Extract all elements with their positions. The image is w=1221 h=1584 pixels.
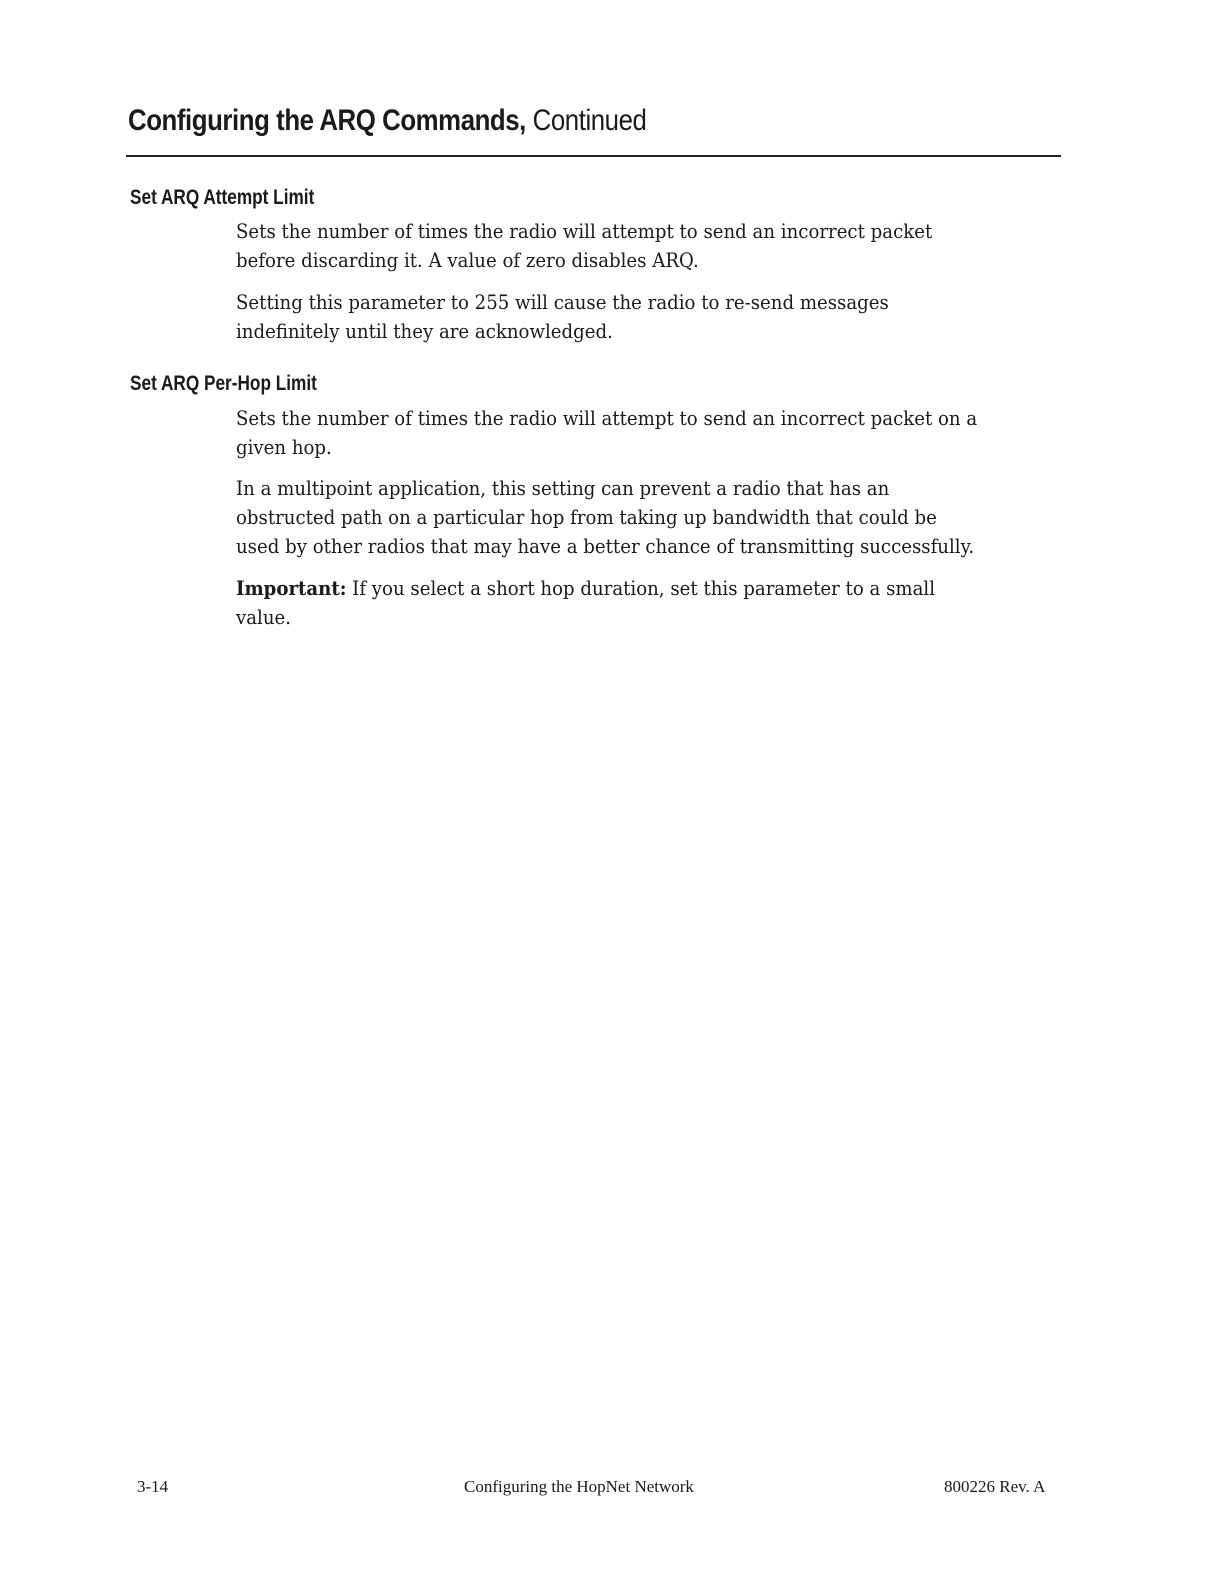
footer-chapter-title: Configuring the HopNet Network [464,1477,694,1496]
title-divider [126,155,1061,157]
important-text: If you select a short hop duration, set this parameter to a small value. [236,577,936,629]
paragraph: In a multipoint application, this setting can prevent a radio that has an obstructed path on a particular hop from taking up bandwidth that could be used by other radios that may have a better chance of transmitting successfully. [236,477,975,558]
page-title-continued: Continued [532,104,647,137]
paragraph: Sets the number of times the radio will attempt to send an incorrect packet before discarding it. A value of zero disables ARQ. [236,220,933,272]
page-title-main: Configuring the ARQ Commands, [128,104,526,137]
paragraph: Setting this parameter to 255 will cause the radio to re-send messages indefinitely until they are acknowledged. [236,291,889,343]
page-title [128,104,646,138]
important-label: Important: [236,577,347,600]
section-heading-attempt-limit: Set ARQ Attempt Limit [130,186,315,209]
footer-document-id: 800226 Rev. A [944,1477,1046,1496]
section-heading-per-hop-limit: Set ARQ Per-Hop Limit [130,372,317,395]
paragraph: Sets the number of times the radio will attempt to send an incorrect packet on a given hop. [236,407,978,459]
footer-page-number: 3-14 [137,1477,169,1496]
important-note [236,574,980,632]
